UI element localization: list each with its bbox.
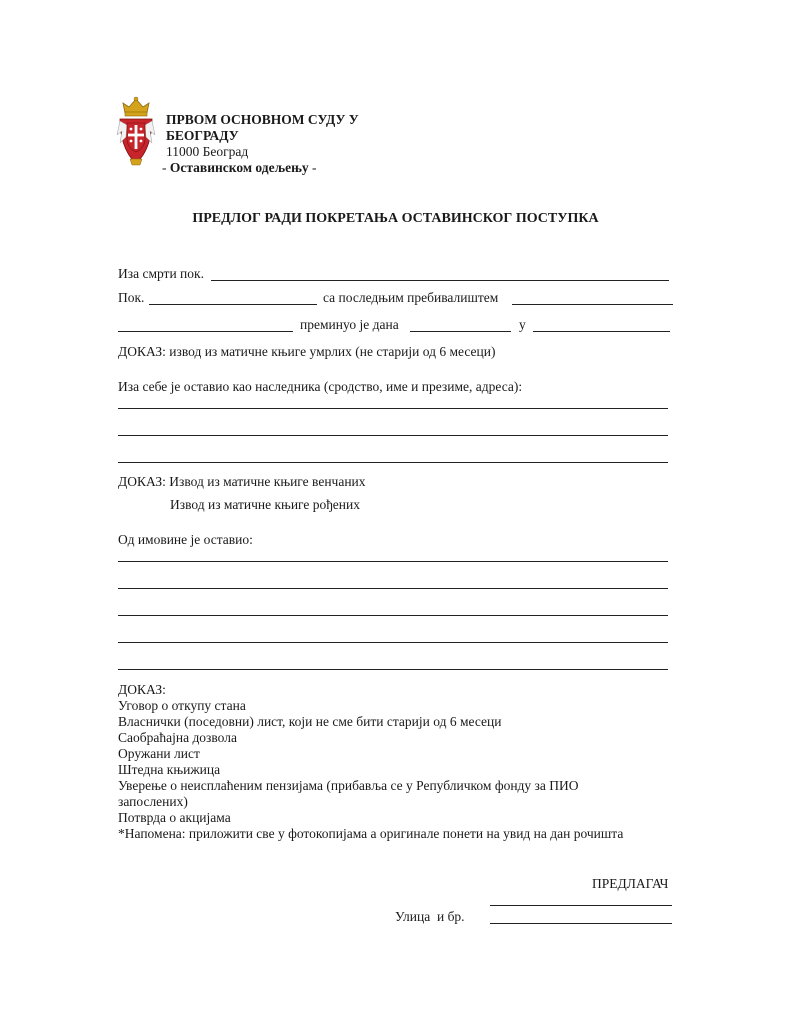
proof-item: Оружани лист <box>118 746 200 761</box>
residence-label: са последњим пребивалиштем <box>323 290 499 305</box>
deceased-field[interactable] <box>149 304 317 305</box>
court-name-line2: БЕОГРАДУ <box>166 128 239 143</box>
date-of-death-field[interactable] <box>410 331 511 332</box>
proposer-signature-field[interactable] <box>490 905 672 906</box>
property-field-line-5[interactable] <box>118 669 668 670</box>
serbian-coat-of-arms-icon <box>116 95 156 167</box>
proposer-label: ПРЕДЛАГАЧ <box>592 876 669 891</box>
after-death-label: Иза смрти пок. <box>118 266 204 281</box>
heirs-field-line-1[interactable] <box>118 408 668 409</box>
proof-marriage-text: ДОКАЗ: Извод из матичне књиге венчаних <box>118 474 366 489</box>
proof-birth-text: Извод из матичне књиге рођених <box>170 497 360 512</box>
property-field-line-4[interactable] <box>118 642 668 643</box>
proof-item: запослених) <box>118 794 188 809</box>
document-title: ПРЕДЛОГ РАДИ ПОКРЕТАЊА ОСТАВИНСКОГ ПОСТУПКА <box>192 211 599 226</box>
proof-item: Потврда о акцијама <box>118 810 231 825</box>
heirs-field-line-2[interactable] <box>118 435 668 436</box>
proof-item: Уговор о откупу стана <box>118 698 246 713</box>
residence-continued-field[interactable] <box>118 331 293 332</box>
note-text: *Напомена: приложити све у фотокопијама а оригинале понети на увид на дан рочишта <box>118 826 624 841</box>
street-number-field[interactable] <box>490 923 672 924</box>
proof-item: Уверење о неисплаћеним пензијама (прибавља се у Републичком фонду за ПИО <box>118 778 579 793</box>
department-name: Оставинском одељењу <box>169 160 309 175</box>
proof-death-text: ДОКАЗ: извод из матичне књиге умрлих (не старији од 6 месеци) <box>118 344 496 359</box>
died-on-label: преминуо је дана <box>300 317 399 332</box>
pok-label: Пок. <box>118 290 145 305</box>
heirs-label: Иза себе је оставио као наследника (сродство, име и презиме, адреса): <box>118 379 523 394</box>
proof-item: Саобраћајна дозвола <box>118 730 237 745</box>
court-name-line1: ПРВОМ ОСНОВНОМ СУДУ У <box>166 112 359 127</box>
proof-item: Власнички (поседовни) лист, који не сме бити старији од 6 месеци <box>118 714 502 729</box>
proof-item: Штедна књижица <box>118 762 221 777</box>
property-field-line-3[interactable] <box>118 615 668 616</box>
property-field-line-1[interactable] <box>118 561 668 562</box>
property-label: Од имовине је оставио: <box>118 532 253 547</box>
residence-field[interactable] <box>512 304 673 305</box>
heirs-field-line-3[interactable] <box>118 462 668 463</box>
proof-property-heading: ДОКАЗ: <box>118 682 166 697</box>
dept-prefix: - <box>162 160 170 175</box>
dept-suffix: - <box>308 160 317 175</box>
property-field-line-2[interactable] <box>118 588 668 589</box>
court-address: 11000 Београд <box>166 144 249 159</box>
street-label: Улица и бр. <box>395 909 465 924</box>
deceased-name-field[interactable] <box>211 280 669 281</box>
place-of-death-field[interactable] <box>533 331 670 332</box>
department-line <box>162 160 317 176</box>
in-label: у <box>519 317 526 332</box>
